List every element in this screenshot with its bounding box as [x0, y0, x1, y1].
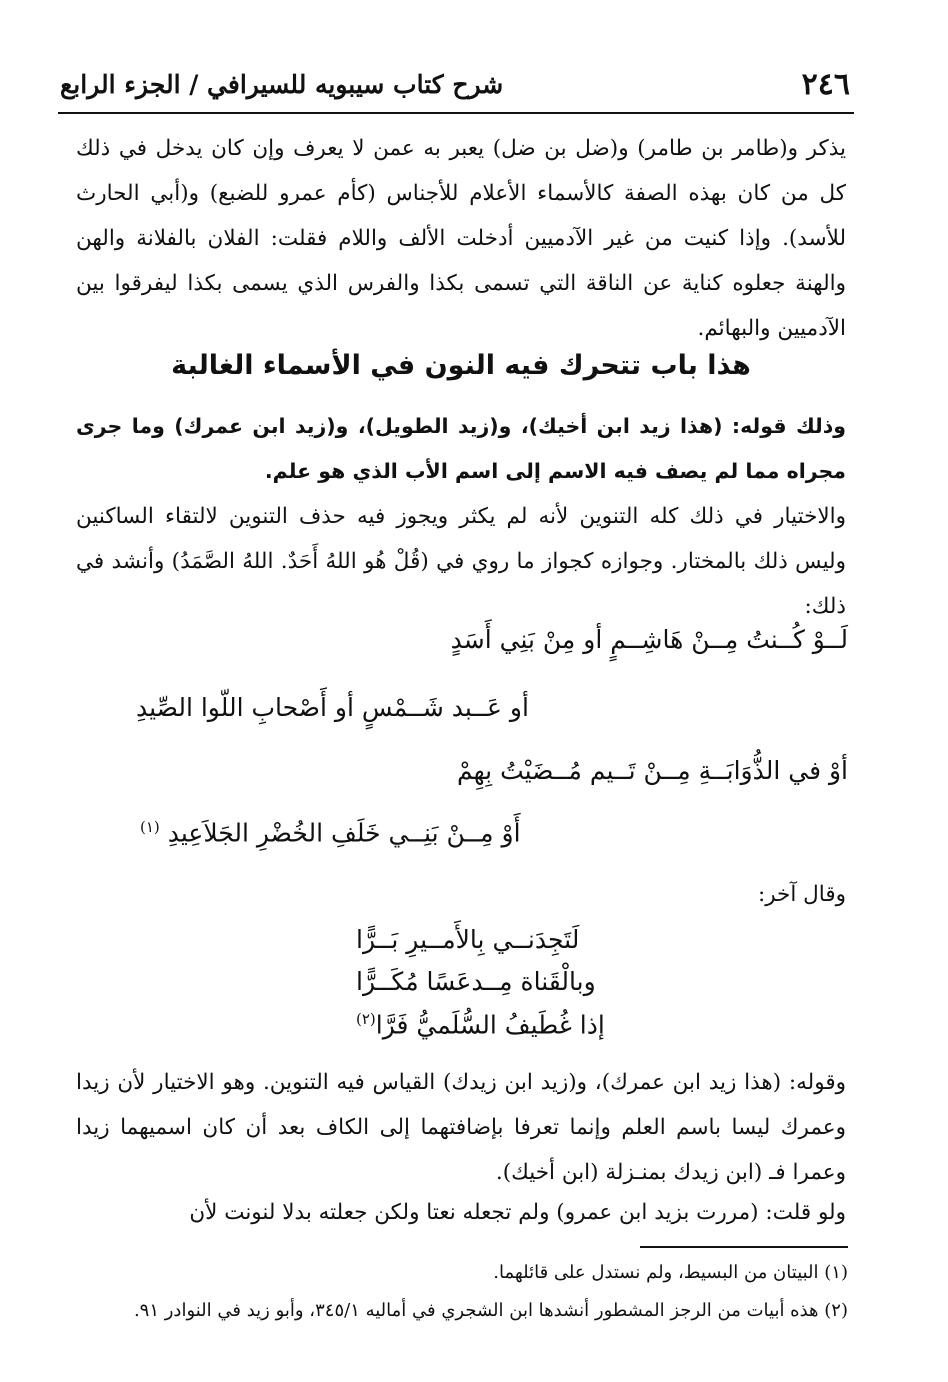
chapter-heading: هذا باب تتحرك فيه النون في الأسماء الغالبة	[171, 350, 751, 381]
verse-line-4	[140, 818, 521, 847]
paragraph-3: والاختيار في ذلك كله التنوين لأنه لم يكثر ويجوز فيه حذف التنوين لالتقاء الساكنين وليس ذلك بالمختار. وجوازه كجواز ما روي في (قُلْ هُو اللهُ أَحَدٌ. اللهُ الصَّمَدُ) وأنشد في ذلك:	[76, 504, 846, 619]
footnote-rule	[640, 1246, 848, 1248]
paragraph-1: يذكر و(طامر بن طامر) و(ضل بن ضل) يعبر به عمن لا يعرف وإن كان يدخل في ذلك كل من كان بهذه الصفة كالأسماء الأعلام للأجناس (كأم عمرو للضبع) و(أبي الحارث للأسد). وإذا كنيت من غير الآدميين أدخلت الألف واللام فقلت: الفلان بالفلانة والهن والهنة جعلوه كناية عن الناقة التي تسمى بكذا والفرس الذي يسمى بكذا ليفرقوا بين الآدميين والبهائم.	[76, 136, 846, 341]
paragraph-2: وذلك قوله: (هذا زيد ابن أخيك)، و(زيد الطويل)، و(زيد ابن عمرك) وما جرى مجراه مما لم يصف فيه الاسم إلى اسم الأب الذي هو علم.	[76, 414, 846, 483]
header-rule	[58, 112, 854, 114]
rajaz-line-3	[356, 1010, 605, 1039]
rajaz-line-3-text: إذا غُطَيفُ السُّلَميُّ فَرَّا	[375, 1010, 605, 1040]
rajaz-line-1: لَتَجِدَنــي بِالأَمــيرِ بَــرًّا	[356, 925, 580, 954]
page-header	[60, 62, 850, 106]
page-number: ٢٤٦	[801, 66, 850, 102]
verse-line-4-text: أَوْ مِــنْ بَنِــي خَلَفِ الخُضْرِ الجَلاَعِيدِ	[167, 818, 521, 848]
said-another: وقال آخر:	[757, 882, 846, 907]
footnote-1: (١) البيتان من البسيط، ولم نستدل على قائلهما.	[493, 1262, 848, 1283]
footnote-mark-1: (١)	[140, 818, 160, 836]
verse-line-2: أو عَــبد شَــمْسٍ أو أَصْحابِ اللّوا الصِّيدِ	[136, 693, 529, 722]
rajaz-line-2: وبالْقَناة مِــدعَسًا مُكَــرًّا	[356, 967, 596, 996]
running-title: شرح كتاب سيبويه للسيرافي / الجزء الرابع	[60, 69, 504, 99]
verse-line-1: لَــوْ كُــنتُ مِــنْ هَاشِــمٍ أو مِنْ بَنِي أَسَدٍ	[450, 625, 848, 654]
paragraph-5: ولو قلت: (مررت بزيد ابن عمرو) ولم تجعله نعتا ولكن جعلته بدلا لنونت لأن	[189, 1200, 846, 1225]
footnote-mark-2: (٢)	[356, 1010, 376, 1028]
paragraph-4: وقوله: (هذا زيد ابن عمرك)، و(زيد ابن زيدك) القياس فيه التنوين. وهو الاختيار لأن زيدا وعمرك ليسا باسم العلم وإنما تعرفا بإضافتهما إلى الكاف بعد أن كان اسميهما زيدا وعمرا فـ (ابن زيدك بمنـزلة (ابن أخيك).	[76, 1070, 846, 1185]
verse-line-3: أوْ في الذُّوَابَــةِ مِــنْ تَــيم مُــضَيْتُ بِهِمْ	[457, 756, 848, 785]
footnote-2: (٢) هذه أبيات من الرجز المشطور أنشدها ابن الشجري في أماليه ٣٤٥/١، وأبو زيد في النوادر ٩١.	[133, 1300, 848, 1321]
